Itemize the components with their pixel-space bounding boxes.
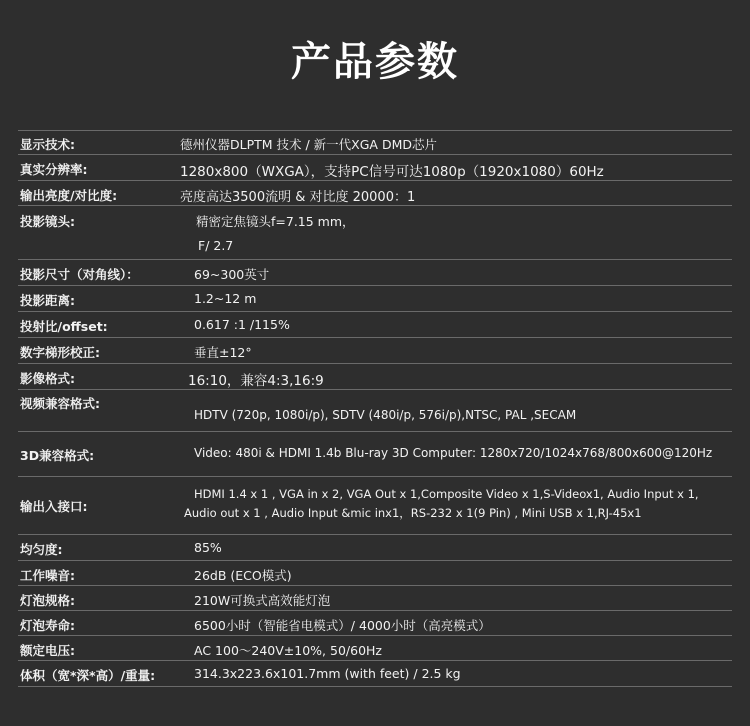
spec-row: [18, 586, 732, 611]
spec-value: 垂直±12°: [194, 345, 252, 360]
spec-table: [18, 130, 732, 687]
spec-label: 投影镜头:: [20, 214, 75, 229]
spec-value: 德州仪器DLPTM 技术 / 新一代XGA DMD芯片: [180, 137, 437, 152]
spec-row: [18, 390, 732, 432]
spec-row: [18, 312, 732, 338]
spec-value: 26dB (ECO模式): [194, 568, 292, 583]
spec-row: [18, 364, 732, 390]
spec-label: 均匀度:: [20, 542, 63, 557]
spec-row: [18, 535, 732, 561]
spec-value: 亮度高达3500流明 & 对比度 20000：1: [180, 190, 416, 205]
spec-label: 灯泡规格:: [20, 593, 75, 608]
spec-label: 投射比/offset:: [20, 319, 108, 334]
spec-label: 影像格式:: [20, 371, 75, 386]
spec-value: HDMI 1.4 x 1 , VGA in x 2, VGA Out x 1,Composite Video x 1,S-Videox1, Audio Input x 1,: [194, 487, 699, 501]
spec-value: Video: 480i & HDMI 1.4b Blu-ray 3D Computer: 1280x720/1024x768/800x600@120Hz: [194, 446, 713, 460]
spec-label: 投影距离:: [20, 293, 75, 308]
spec-row: [18, 181, 732, 206]
spec-value: 1280x800（WXGA），支持PC信号可达1080p（1920x1080）60Hz: [180, 164, 604, 180]
spec-label: 视频兼容格式:: [20, 396, 100, 411]
spec-value: 1.2~12 m: [194, 291, 257, 306]
spec-row: [18, 260, 732, 286]
spec-label: 显示技术:: [20, 137, 75, 152]
spec-row: [18, 206, 732, 260]
spec-row: [18, 155, 732, 181]
spec-value: 314.3x223.6x101.7mm (with feet) / 2.5 kg: [194, 666, 461, 681]
spec-value: AC 100～240V±10%, 50/60Hz: [194, 643, 382, 658]
spec-label: 额定电压:: [20, 643, 75, 658]
spec-row: [18, 131, 732, 155]
spec-value-line2: Audio out x 1 , Audio Input &mic inx1，RS-232 x 1(9 Pin) , Mini USB x 1,RJ-45x1: [184, 506, 642, 520]
spec-value: 6500小时（智能省电模式）/ 4000小时（高亮模式）: [194, 618, 491, 633]
spec-label: 3D兼容格式:: [20, 448, 95, 463]
spec-value: 85%: [194, 540, 222, 555]
spec-value: HDTV (720p, 1080i/p), SDTV (480i/p, 576i/p),NTSC, PAL ,SECAM: [194, 408, 577, 422]
spec-label: 输出亮度/对比度:: [20, 188, 118, 203]
spec-label: 输出入接口:: [20, 499, 88, 514]
spec-label: 真实分辨率:: [20, 162, 88, 177]
spec-label: 投影尺寸（对角线）：: [20, 267, 139, 282]
spec-value: 69~300英寸: [194, 267, 270, 282]
spec-label: 工作噪音:: [20, 568, 75, 583]
spec-row: [18, 477, 732, 535]
spec-row: [18, 432, 732, 477]
spec-value: 精密定焦镜头f=7.15 mm，: [196, 214, 355, 229]
spec-label: 体积（宽*深*高）/重量:: [20, 668, 156, 683]
spec-row: [18, 661, 732, 687]
spec-row: [18, 636, 732, 661]
spec-row: [18, 561, 732, 586]
spec-row: [18, 338, 732, 364]
spec-label: 灯泡寿命:: [20, 618, 75, 633]
spec-value: 16:10，兼容4:3,16:9: [188, 373, 324, 389]
spec-row: [18, 286, 732, 312]
spec-label: 数字梯形校正:: [20, 345, 100, 360]
spec-value-line2: F/ 2.7: [198, 238, 234, 253]
page-title: 产品参数: [291, 39, 459, 85]
spec-row: [18, 611, 732, 636]
spec-value: 210W可换式高效能灯泡: [194, 593, 331, 608]
spec-value: 0.617 :1 /115%: [194, 317, 290, 332]
